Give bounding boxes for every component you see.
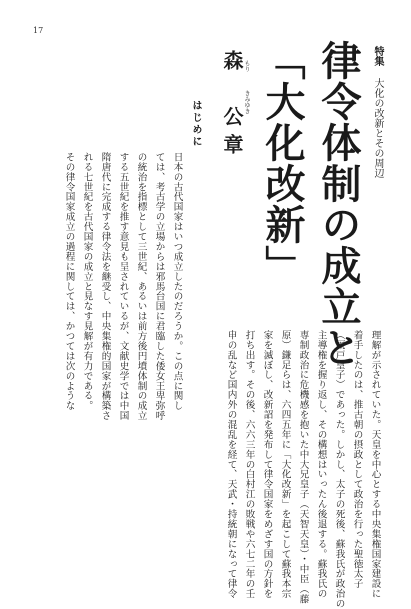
section-heading: はじめに: [190, 100, 201, 148]
body-line: 家を滅ぼし、改新詔を発布して律令国家をめざす国の方針を: [261, 330, 273, 599]
author-name: 森 公章: [220, 50, 244, 162]
body-line: 着手したのは、推古朝の摂政として政治を行った聖徳太子: [351, 330, 363, 589]
page-number: 17: [33, 26, 44, 35]
intro-line: ては、考古学の立場からは邪馬台国に君臨した倭女王卑弥呼: [153, 152, 165, 421]
intro-line: する五世紀を推す意見も呈されているが、文献史学では中国: [117, 152, 129, 421]
intro-line: れる七世紀を古代国家の成立と見なす見解が有力である。: [81, 152, 93, 411]
article-title: 律令体制の成立と: [315, 40, 362, 368]
intro-line: 日本の古代国家はいつ成立したのだろうか。この点に関し: [171, 152, 183, 411]
body-line: 申の乱など国内外の混乱を経て、天武・持統朝になって律令: [225, 330, 237, 599]
author-ruby-surname: もり: [243, 60, 250, 72]
body-line: 主導権を握り返し、その構想はいったん後退する。蘇我氏の: [315, 330, 327, 599]
intro-line: その律令国家成立の過程に関しては、かつては次のような: [63, 152, 75, 411]
body-line: 専制政治に危機感を抱いた中大兄皇子（天智天皇）・中臣（藤: [297, 330, 309, 604]
article-title-continued: 「大化改新」: [259, 40, 306, 286]
body-line: 打ち出す。その後、六六三年の白村江の敗戦や六七二年の壬: [243, 330, 255, 599]
feature-subtitle: 大化の改新とその周辺: [372, 78, 383, 178]
intro-line: 隋唐代に完成する律令法を継受し、中央集権的国家が構築さ: [99, 152, 111, 421]
body-line: 理解が示されていた。天皇を中心とする中央集権国家建設に: [369, 330, 381, 599]
body-line: （厩戸皇子）であった。しかし、太子の死後、蘇我氏が政治の: [333, 330, 345, 609]
feature-tag: 特集: [372, 46, 383, 66]
body-line: 原）鎌足らは、六四五年に「大化改新」を起こして蘇我本宗: [279, 330, 291, 599]
author-ruby-given: きみゆき: [243, 90, 250, 114]
intro-line: の統治を指標として三世紀、あるいは前方後円墳体制の成立: [135, 152, 147, 421]
